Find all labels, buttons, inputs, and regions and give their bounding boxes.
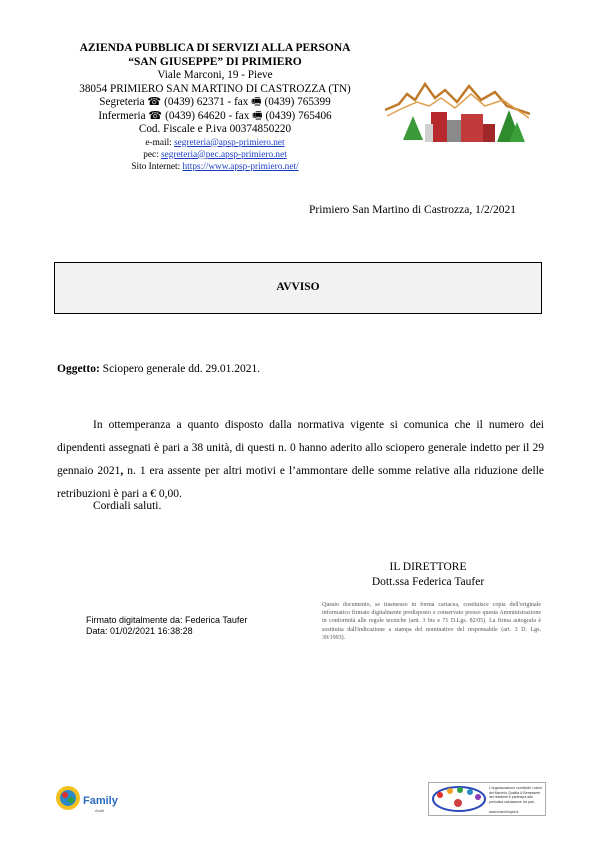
family-logo-sub: Audit (95, 808, 105, 813)
org-name-line2: “SAN GIUSEPPE” DI PRIMIERO (128, 55, 302, 68)
quality-mark-url: www.marchioqeb.it (489, 810, 519, 814)
tax-code: Cod. Fiscale e P.iva 00374850220 (138, 123, 292, 135)
quality-mark-icon (430, 783, 488, 815)
mountain-village-logo (385, 80, 530, 150)
quality-mark-text: L'organizzazione condivide i valori del Marchio Qualità & Benessere dei residenti e partecipa alla periodica valutazione tra pari. (489, 786, 543, 804)
director-signature-block (358, 560, 498, 590)
body-text-part1: In ottemperanza a quanto disposto dalla normativa vigente si comunica che il numero dei dipendenti assegnati è pari a 38 unità, di questi n. 0 hanno aderito allo sciopero generale indetto per il 29 gennaio 2021 (57, 419, 544, 477)
digital-signature (86, 615, 247, 637)
subject-label: Oggetto: (57, 363, 100, 375)
notice-title-box (54, 262, 542, 314)
pec-link[interactable]: segreteria@pec.apsp-primiero.net (161, 149, 287, 160)
family-audit-logo (55, 780, 125, 816)
notice-title: AVVISO (276, 281, 320, 293)
letterhead (40, 42, 390, 173)
org-name-line1: AZIENDA PUBBLICA DI SERVIZI ALLA PERSONA (79, 42, 351, 54)
org-city: 38054 PRIMIERO SAN MARTINO DI CASTROZZA (TN) (79, 82, 351, 95)
email-label: e-mail: (145, 137, 175, 148)
subject-line (57, 363, 260, 375)
pec-label: pec: (143, 149, 162, 160)
body-comma: , (120, 465, 124, 477)
segreteria-phone: Segreteria ☎ (0439) 62371 - fax 🖷 (0439) 765399 (99, 96, 331, 108)
body-paragraph (57, 414, 544, 506)
letter-body (57, 414, 544, 506)
website-link[interactable]: https://www.apsp-primiero.net/ (182, 161, 299, 172)
org-address: Viale Marconi, 19 - Pieve (157, 69, 273, 81)
family-logo-text: Family (83, 795, 118, 807)
site-label: Sito Internet: (131, 161, 183, 172)
signed-date: Data: 01/02/2021 16:38:28 (86, 626, 193, 636)
director-title: IL DIRETTORE (389, 561, 467, 573)
legal-note: Questo documento, se trasmesso in forma cartacea, costituisce copia dell'originale informatico firmato digitalmente predisposto e conservato presso questa Amministrazione in conformità alle regole tecniche (artt. 3 bis e 71 D.Lgs. 82/05). La firma autografa è sostituita dall'indicazione a stampa del nominativo del responsabile (art. 3 D. Lgs. 39/1993). (322, 602, 541, 641)
subject-text: Sciopero generale dd. 29.01.2021. (99, 363, 261, 375)
site-line (40, 161, 390, 173)
closing-salutation: Cordiali saluti. (93, 500, 162, 512)
director-name: Dott.ssa Federica Taufer (371, 576, 485, 588)
signed-by: Firmato digitalmente da: Federica Taufer (86, 615, 248, 625)
body-text-part2: n. 1 era assente per altri motivi e l’ammontare delle somme relative alla riduzione delle retribuzioni è pari a € 0,00. (57, 465, 545, 500)
infermeria-phone: Infermeria ☎ (0439) 64620 - fax 🖷 (0439) 765406 (98, 109, 332, 122)
letter-date: Primiero San Martino di Castrozza, 1/2/2021 (309, 204, 516, 216)
email-link[interactable]: segreteria@apsp-primiero.net (174, 137, 285, 148)
email-line (40, 137, 390, 149)
pec-line (40, 149, 390, 161)
quality-mark-badge (428, 782, 546, 816)
